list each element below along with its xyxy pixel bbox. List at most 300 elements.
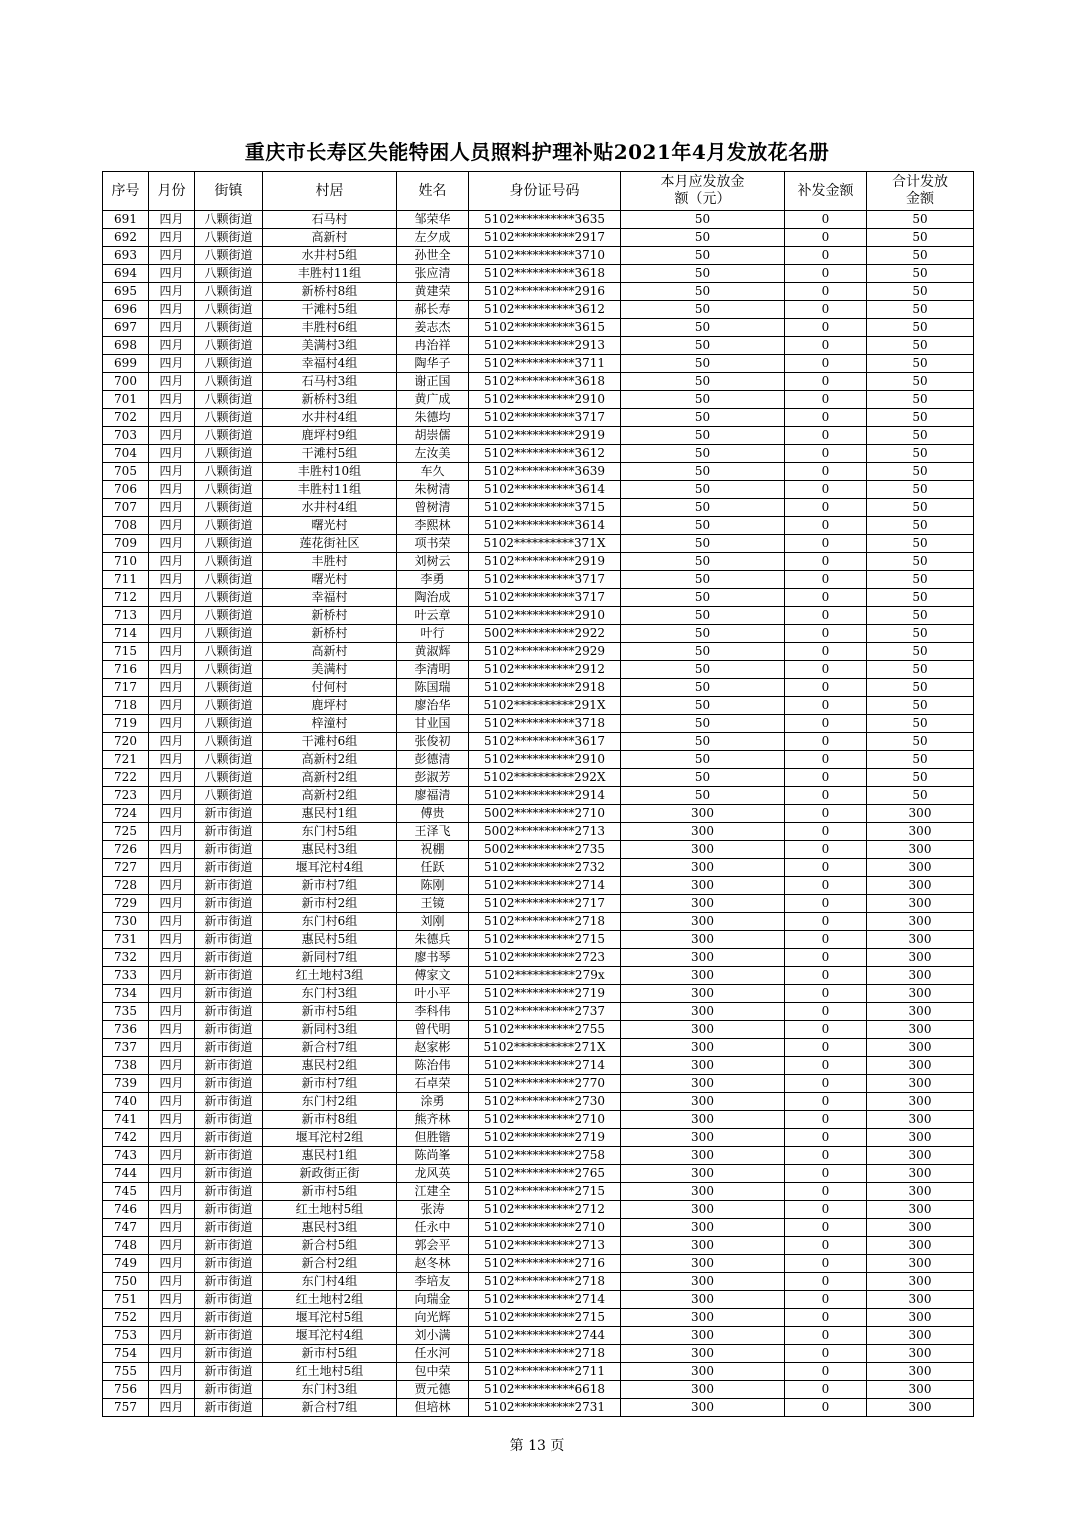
cell-month: 四月 xyxy=(149,1219,195,1237)
table-row xyxy=(103,301,974,319)
cell-supplement-amount: 0 xyxy=(785,1309,867,1327)
cell-month: 四月 xyxy=(149,1327,195,1345)
cell-seq: 737 xyxy=(103,1039,149,1057)
cell-village: 新桥村8组 xyxy=(263,283,397,301)
cell-supplement-amount: 0 xyxy=(785,1363,867,1381)
cell-name: 叶小平 xyxy=(397,985,469,1003)
table-row xyxy=(103,1111,974,1129)
cell-seq: 722 xyxy=(103,769,149,787)
cell-seq: 728 xyxy=(103,877,149,895)
cell-street: 八颗街道 xyxy=(195,517,263,535)
cell-seq: 691 xyxy=(103,211,149,229)
cell-name: 祝棚 xyxy=(397,841,469,859)
cell-name: 但培林 xyxy=(397,1399,469,1417)
cell-seq: 702 xyxy=(103,409,149,427)
cell-street: 新市街道 xyxy=(195,1381,263,1399)
cell-total-amount: 50 xyxy=(867,211,974,229)
table-row xyxy=(103,841,974,859)
cell-id-number: 5102**********2712 xyxy=(469,1201,621,1219)
cell-seq: 754 xyxy=(103,1345,149,1363)
cell-month: 四月 xyxy=(149,1183,195,1201)
cell-name: 李熙林 xyxy=(397,517,469,535)
cell-seq: 713 xyxy=(103,607,149,625)
cell-id-number: 5102**********291X xyxy=(469,697,621,715)
cell-month: 四月 xyxy=(149,841,195,859)
cell-month: 四月 xyxy=(149,787,195,805)
cell-total-amount: 300 xyxy=(867,1003,974,1021)
cell-monthly-amount: 300 xyxy=(621,1273,785,1291)
cell-name: 赵冬林 xyxy=(397,1255,469,1273)
cell-id-number: 5102**********2919 xyxy=(469,553,621,571)
cell-supplement-amount: 0 xyxy=(785,355,867,373)
cell-name: 郝长寿 xyxy=(397,301,469,319)
cell-street: 八颗街道 xyxy=(195,409,263,427)
cell-id-number: 5102**********2744 xyxy=(469,1327,621,1345)
cell-village: 丰胜村11组 xyxy=(263,265,397,283)
cell-id-number: 5102**********3717 xyxy=(469,409,621,427)
cell-village: 红土地村3组 xyxy=(263,967,397,985)
cell-id-number: 5102**********2718 xyxy=(469,1345,621,1363)
cell-monthly-amount: 300 xyxy=(621,805,785,823)
cell-total-amount: 300 xyxy=(867,1237,974,1255)
cell-month: 四月 xyxy=(149,1255,195,1273)
cell-id-number: 5102**********2912 xyxy=(469,661,621,679)
cell-supplement-amount: 0 xyxy=(785,895,867,913)
cell-street: 八颗街道 xyxy=(195,607,263,625)
table-row xyxy=(103,607,974,625)
cell-monthly-amount: 300 xyxy=(621,1093,785,1111)
cell-month: 四月 xyxy=(149,625,195,643)
cell-supplement-amount: 0 xyxy=(785,481,867,499)
table-row xyxy=(103,1183,974,1201)
cell-street: 新市街道 xyxy=(195,1255,263,1273)
cell-id-number: 5102**********2717 xyxy=(469,895,621,913)
cell-id-number: 5102**********2719 xyxy=(469,985,621,1003)
cell-street: 新市街道 xyxy=(195,1201,263,1219)
table-row xyxy=(103,733,974,751)
cell-total-amount: 300 xyxy=(867,1039,974,1057)
cell-monthly-amount: 300 xyxy=(621,985,785,1003)
cell-street: 新市街道 xyxy=(195,1345,263,1363)
cell-supplement-amount: 0 xyxy=(785,859,867,877)
cell-village: 东门村3组 xyxy=(263,985,397,1003)
cell-month: 四月 xyxy=(149,481,195,499)
cell-name: 李培友 xyxy=(397,1273,469,1291)
cell-id-number: 5102**********3717 xyxy=(469,589,621,607)
cell-name: 郭会平 xyxy=(397,1237,469,1255)
table-row xyxy=(103,769,974,787)
cell-name: 陈尚峯 xyxy=(397,1147,469,1165)
table-row xyxy=(103,859,974,877)
cell-total-amount: 300 xyxy=(867,1111,974,1129)
cell-village: 新市村7组 xyxy=(263,877,397,895)
cell-name: 朱德均 xyxy=(397,409,469,427)
cell-supplement-amount: 0 xyxy=(785,1291,867,1309)
cell-id-number: 5102**********2919 xyxy=(469,427,621,445)
cell-village: 美满村3组 xyxy=(263,337,397,355)
cell-street: 八颗街道 xyxy=(195,427,263,445)
cell-seq: 733 xyxy=(103,967,149,985)
cell-monthly-amount: 300 xyxy=(621,1057,785,1075)
table-row xyxy=(103,571,974,589)
cell-seq: 726 xyxy=(103,841,149,859)
cell-seq: 729 xyxy=(103,895,149,913)
cell-month: 四月 xyxy=(149,1129,195,1147)
cell-month: 四月 xyxy=(149,859,195,877)
table-row xyxy=(103,1327,974,1345)
cell-name: 黄广成 xyxy=(397,391,469,409)
cell-name: 项书荣 xyxy=(397,535,469,553)
cell-seq: 744 xyxy=(103,1165,149,1183)
cell-month: 四月 xyxy=(149,715,195,733)
cell-month: 四月 xyxy=(149,553,195,571)
cell-street: 新市街道 xyxy=(195,1165,263,1183)
cell-supplement-amount: 0 xyxy=(785,589,867,607)
cell-month: 四月 xyxy=(149,679,195,697)
cell-seq: 748 xyxy=(103,1237,149,1255)
cell-supplement-amount: 0 xyxy=(785,463,867,481)
cell-supplement-amount: 0 xyxy=(785,1093,867,1111)
cell-village: 幸福村4组 xyxy=(263,355,397,373)
cell-total-amount: 50 xyxy=(867,517,974,535)
cell-street: 新市街道 xyxy=(195,1237,263,1255)
table-row xyxy=(103,1291,974,1309)
cell-village: 高新村 xyxy=(263,229,397,247)
cell-supplement-amount: 0 xyxy=(785,211,867,229)
cell-village: 惠民村2组 xyxy=(263,1057,397,1075)
cell-name: 王镜 xyxy=(397,895,469,913)
cell-total-amount: 50 xyxy=(867,265,974,283)
table-row xyxy=(103,661,974,679)
table-row xyxy=(103,265,974,283)
cell-village: 惠民村1组 xyxy=(263,805,397,823)
cell-month: 四月 xyxy=(149,1291,195,1309)
cell-name: 涂勇 xyxy=(397,1093,469,1111)
cell-street: 新市街道 xyxy=(195,1399,263,1417)
cell-month: 四月 xyxy=(149,1165,195,1183)
table-row xyxy=(103,499,974,517)
cell-monthly-amount: 300 xyxy=(621,1003,785,1021)
cell-village: 梓潼村 xyxy=(263,715,397,733)
table-row xyxy=(103,1381,974,1399)
cell-village: 丰胜村10组 xyxy=(263,463,397,481)
cell-seq: 703 xyxy=(103,427,149,445)
cell-month: 四月 xyxy=(149,1057,195,1075)
cell-month: 四月 xyxy=(149,607,195,625)
cell-village: 新合村2组 xyxy=(263,1255,397,1273)
cell-monthly-amount: 50 xyxy=(621,463,785,481)
cell-supplement-amount: 0 xyxy=(785,1039,867,1057)
cell-street: 新市街道 xyxy=(195,1147,263,1165)
cell-street: 八颗街道 xyxy=(195,229,263,247)
cell-name: 邹荣华 xyxy=(397,211,469,229)
cell-month: 四月 xyxy=(149,319,195,337)
cell-monthly-amount: 300 xyxy=(621,841,785,859)
cell-supplement-amount: 0 xyxy=(785,643,867,661)
cell-id-number: 5102**********3710 xyxy=(469,247,621,265)
cell-id-number: 5102**********3711 xyxy=(469,355,621,373)
cell-street: 新市街道 xyxy=(195,1129,263,1147)
cell-village: 水井村4组 xyxy=(263,409,397,427)
page-number: 第 13 页 xyxy=(509,1438,565,1454)
cell-monthly-amount: 300 xyxy=(621,1129,785,1147)
cell-supplement-amount: 0 xyxy=(785,1111,867,1129)
cell-supplement-amount: 0 xyxy=(785,1183,867,1201)
table-body xyxy=(103,211,974,1417)
cell-street: 八颗街道 xyxy=(195,571,263,589)
cell-street: 八颗街道 xyxy=(195,769,263,787)
cell-supplement-amount: 0 xyxy=(785,283,867,301)
cell-seq: 750 xyxy=(103,1273,149,1291)
cell-supplement-amount: 0 xyxy=(785,715,867,733)
cell-seq: 745 xyxy=(103,1183,149,1201)
cell-village: 鹿坪村 xyxy=(263,697,397,715)
cell-name: 彭淑芳 xyxy=(397,769,469,787)
cell-name: 贾元德 xyxy=(397,1381,469,1399)
cell-monthly-amount: 50 xyxy=(621,481,785,499)
cell-seq: 741 xyxy=(103,1111,149,1129)
cell-id-number: 5102**********2718 xyxy=(469,913,621,931)
cell-id-number: 5102**********3718 xyxy=(469,715,621,733)
cell-monthly-amount: 300 xyxy=(621,823,785,841)
cell-street: 新市街道 xyxy=(195,877,263,895)
cell-total-amount: 300 xyxy=(867,949,974,967)
cell-name: 冉治祥 xyxy=(397,337,469,355)
column-header-monthly-amount: 本月应发放金 额（元） xyxy=(621,172,785,211)
cell-street: 八颗街道 xyxy=(195,355,263,373)
cell-id-number: 5102**********2714 xyxy=(469,1291,621,1309)
cell-supplement-amount: 0 xyxy=(785,877,867,895)
cell-id-number: 5102**********2715 xyxy=(469,1309,621,1327)
cell-supplement-amount: 0 xyxy=(785,607,867,625)
cell-total-amount: 50 xyxy=(867,715,974,733)
cell-total-amount: 50 xyxy=(867,733,974,751)
cell-street: 新市街道 xyxy=(195,1327,263,1345)
cell-village: 幸福村 xyxy=(263,589,397,607)
cell-village: 东门村5组 xyxy=(263,823,397,841)
cell-village: 高新村2组 xyxy=(263,769,397,787)
cell-seq: 718 xyxy=(103,697,149,715)
cell-name: 熊齐林 xyxy=(397,1111,469,1129)
cell-name: 刘小满 xyxy=(397,1327,469,1345)
cell-street: 八颗街道 xyxy=(195,553,263,571)
cell-month: 四月 xyxy=(149,1093,195,1111)
cell-id-number: 5102**********3612 xyxy=(469,301,621,319)
cell-supplement-amount: 0 xyxy=(785,913,867,931)
cell-id-number: 5002**********2922 xyxy=(469,625,621,643)
table-row xyxy=(103,625,974,643)
cell-street: 新市街道 xyxy=(195,1021,263,1039)
cell-street: 新市街道 xyxy=(195,1273,263,1291)
cell-month: 四月 xyxy=(149,895,195,913)
cell-seq: 714 xyxy=(103,625,149,643)
cell-supplement-amount: 0 xyxy=(785,229,867,247)
cell-village: 新合村7组 xyxy=(263,1039,397,1057)
cell-id-number: 5102**********3618 xyxy=(469,373,621,391)
cell-id-number: 5102**********3635 xyxy=(469,211,621,229)
cell-street: 新市街道 xyxy=(195,895,263,913)
cell-id-number: 5102**********2714 xyxy=(469,877,621,895)
cell-total-amount: 50 xyxy=(867,283,974,301)
table-row xyxy=(103,391,974,409)
cell-id-number: 5102**********3715 xyxy=(469,499,621,517)
cell-total-amount: 50 xyxy=(867,589,974,607)
cell-name: 叶行 xyxy=(397,625,469,643)
cell-supplement-amount: 0 xyxy=(785,1327,867,1345)
cell-supplement-amount: 0 xyxy=(785,625,867,643)
cell-street: 八颗街道 xyxy=(195,391,263,409)
cell-supplement-amount: 0 xyxy=(785,1219,867,1237)
cell-month: 四月 xyxy=(149,1381,195,1399)
table-row xyxy=(103,337,974,355)
cell-supplement-amount: 0 xyxy=(785,1075,867,1093)
table-row xyxy=(103,877,974,895)
cell-supplement-amount: 0 xyxy=(785,571,867,589)
table-row xyxy=(103,1309,974,1327)
table-row xyxy=(103,1147,974,1165)
table-row xyxy=(103,931,974,949)
cell-street: 八颗街道 xyxy=(195,499,263,517)
cell-seq: 730 xyxy=(103,913,149,931)
cell-village: 鹿坪村9组 xyxy=(263,427,397,445)
cell-seq: 757 xyxy=(103,1399,149,1417)
cell-supplement-amount: 0 xyxy=(785,337,867,355)
cell-id-number: 5102**********271X xyxy=(469,1039,621,1057)
cell-street: 八颗街道 xyxy=(195,481,263,499)
cell-month: 四月 xyxy=(149,805,195,823)
cell-total-amount: 50 xyxy=(867,481,974,499)
cell-street: 新市街道 xyxy=(195,1057,263,1075)
cell-name: 陈刚 xyxy=(397,877,469,895)
cell-village: 石马村3组 xyxy=(263,373,397,391)
cell-id-number: 5102**********2710 xyxy=(469,1111,621,1129)
cell-street: 新市街道 xyxy=(195,931,263,949)
cell-total-amount: 50 xyxy=(867,571,974,589)
cell-monthly-amount: 50 xyxy=(621,697,785,715)
table-row xyxy=(103,643,974,661)
cell-supplement-amount: 0 xyxy=(785,661,867,679)
cell-monthly-amount: 50 xyxy=(621,517,785,535)
cell-village: 新同村7组 xyxy=(263,949,397,967)
cell-village: 丰胜村6组 xyxy=(263,319,397,337)
cell-month: 四月 xyxy=(149,1237,195,1255)
cell-village: 丰胜村 xyxy=(263,553,397,571)
cell-id-number: 5102**********2755 xyxy=(469,1021,621,1039)
cell-id-number: 5102**********3639 xyxy=(469,463,621,481)
cell-monthly-amount: 300 xyxy=(621,1219,785,1237)
cell-seq: 696 xyxy=(103,301,149,319)
cell-village: 东门村6组 xyxy=(263,913,397,931)
cell-supplement-amount: 0 xyxy=(785,1381,867,1399)
cell-name: 张涛 xyxy=(397,1201,469,1219)
cell-village: 干滩村5组 xyxy=(263,445,397,463)
cell-total-amount: 50 xyxy=(867,787,974,805)
cell-seq: 753 xyxy=(103,1327,149,1345)
column-header-id-number: 身份证号码 xyxy=(469,172,621,211)
cell-total-amount: 300 xyxy=(867,1273,974,1291)
cell-seq: 751 xyxy=(103,1291,149,1309)
cell-month: 四月 xyxy=(149,1021,195,1039)
cell-street: 新市街道 xyxy=(195,1003,263,1021)
table-row xyxy=(103,1129,974,1147)
table-row xyxy=(103,481,974,499)
cell-total-amount: 300 xyxy=(867,1381,974,1399)
cell-village: 惠民村5组 xyxy=(263,931,397,949)
cell-street: 八颗街道 xyxy=(195,463,263,481)
cell-supplement-amount: 0 xyxy=(785,1273,867,1291)
cell-monthly-amount: 50 xyxy=(621,337,785,355)
roster-table xyxy=(102,171,974,1417)
cell-name: 但胜锴 xyxy=(397,1129,469,1147)
table-row xyxy=(103,1237,974,1255)
cell-seq: 746 xyxy=(103,1201,149,1219)
page-title: 重庆市长寿区失能特困人员照料护理补贴2021年4月发放花名册 xyxy=(244,140,830,164)
cell-village: 美满村 xyxy=(263,661,397,679)
cell-name: 江建全 xyxy=(397,1183,469,1201)
cell-id-number: 5002**********2735 xyxy=(469,841,621,859)
cell-seq: 749 xyxy=(103,1255,149,1273)
cell-month: 四月 xyxy=(149,769,195,787)
cell-village: 水井村5组 xyxy=(263,247,397,265)
cell-month: 四月 xyxy=(149,643,195,661)
cell-name: 任永中 xyxy=(397,1219,469,1237)
cell-village: 莲花街社区 xyxy=(263,535,397,553)
cell-monthly-amount: 300 xyxy=(621,1111,785,1129)
cell-monthly-amount: 50 xyxy=(621,625,785,643)
cell-seq: 742 xyxy=(103,1129,149,1147)
cell-seq: 704 xyxy=(103,445,149,463)
cell-seq: 725 xyxy=(103,823,149,841)
cell-id-number: 5102**********2910 xyxy=(469,751,621,769)
cell-total-amount: 50 xyxy=(867,409,974,427)
cell-total-amount: 300 xyxy=(867,1363,974,1381)
cell-seq: 705 xyxy=(103,463,149,481)
table-row xyxy=(103,319,974,337)
cell-street: 八颗街道 xyxy=(195,319,263,337)
cell-total-amount: 50 xyxy=(867,319,974,337)
cell-village: 红土地村5组 xyxy=(263,1201,397,1219)
table-row xyxy=(103,895,974,913)
table-row xyxy=(103,715,974,733)
cell-name: 刘刚 xyxy=(397,913,469,931)
cell-total-amount: 300 xyxy=(867,823,974,841)
cell-seq: 694 xyxy=(103,265,149,283)
cell-monthly-amount: 300 xyxy=(621,967,785,985)
cell-id-number: 5102**********2730 xyxy=(469,1093,621,1111)
cell-name: 黄建荣 xyxy=(397,283,469,301)
column-header-seq: 序号 xyxy=(103,172,149,211)
cell-total-amount: 300 xyxy=(867,859,974,877)
cell-street: 八颗街道 xyxy=(195,535,263,553)
cell-supplement-amount: 0 xyxy=(785,1165,867,1183)
cell-total-amount: 50 xyxy=(867,607,974,625)
cell-seq: 721 xyxy=(103,751,149,769)
cell-id-number: 5102**********2711 xyxy=(469,1363,621,1381)
table-row xyxy=(103,913,974,931)
cell-village: 新桥村 xyxy=(263,607,397,625)
cell-name: 陈国瑞 xyxy=(397,679,469,697)
cell-name: 朱德兵 xyxy=(397,931,469,949)
cell-name: 刘树云 xyxy=(397,553,469,571)
cell-id-number: 5102**********2910 xyxy=(469,607,621,625)
cell-month: 四月 xyxy=(149,463,195,481)
cell-monthly-amount: 300 xyxy=(621,859,785,877)
cell-seq: 698 xyxy=(103,337,149,355)
cell-total-amount: 50 xyxy=(867,769,974,787)
cell-total-amount: 300 xyxy=(867,1093,974,1111)
cell-id-number: 5102**********6618 xyxy=(469,1381,621,1399)
cell-street: 新市街道 xyxy=(195,1363,263,1381)
